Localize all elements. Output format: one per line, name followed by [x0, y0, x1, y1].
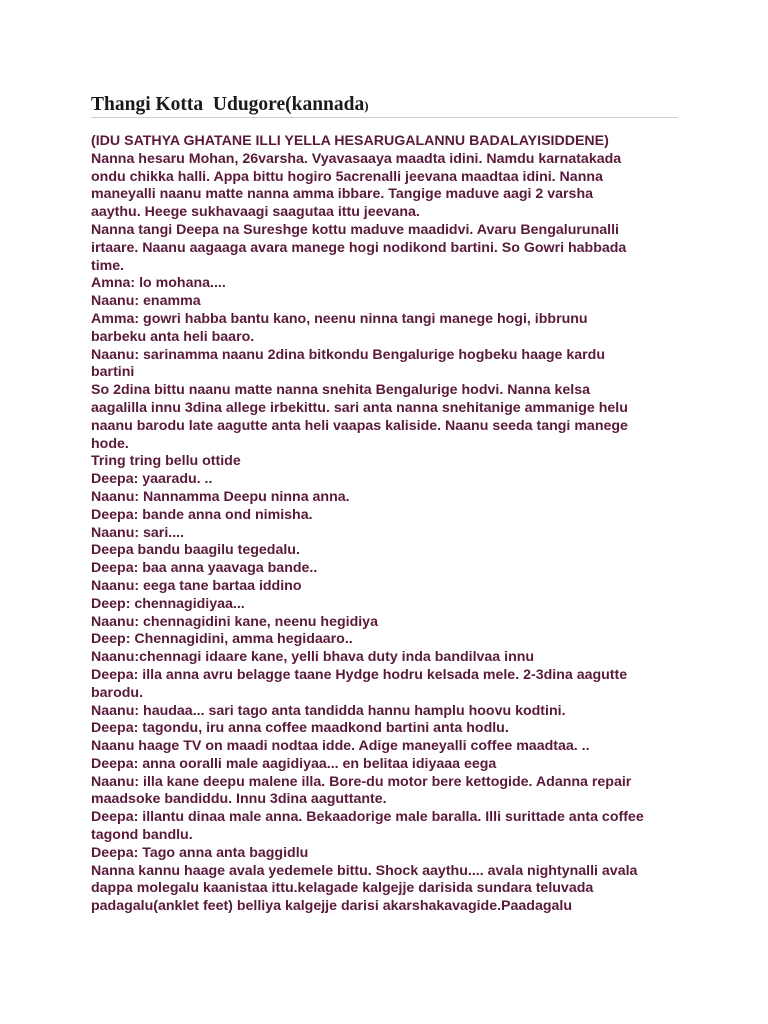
text-line: aaythu. Heege sukhavaagi saagutaa ittu jeevana.: [91, 204, 420, 221]
text-line: maadsoke bandiddu. Innu 3dina aaguttante.: [91, 791, 387, 808]
text-line: Nanna kannu haage avala yedemele bittu. Shock aaythu.... avala nightynalli avala: [91, 862, 638, 879]
text-line: So 2dina bittu naanu matte nanna snehita Bengalurige hodvi. Nanna kelsa: [91, 382, 591, 399]
text-line: ondu chikka halli. Appa bittu hogiro 5acrenalli jeevana maadtaa idini. Nanna: [91, 168, 603, 185]
text-line: Deepa: illa anna avru belagge taane Hydge hodru kelsada mele. 2-3dina aagutte: [91, 666, 628, 683]
text-line: Nanna hesaru Mohan, 26varsha. Vyavasaaya maadta idini. Namdu karnatakada: [91, 150, 622, 167]
text-line: Deep: chennagidiyaa...: [91, 595, 245, 612]
text-line: Deepa: Tago anna anta baggidlu: [91, 844, 309, 861]
text-line: irtaare. Naanu aagaaga avara manege hogi nodikond bartini. So Gowri habbada: [91, 239, 627, 256]
text-line: Deepa bandu baagilu tegedalu.: [91, 542, 300, 559]
text-line: barodu.: [91, 684, 144, 701]
text-line: Naanu: sari....: [91, 524, 185, 541]
text-line: hode.: [91, 435, 129, 452]
text-line: Nanna tangi Deepa na Sureshge kottu maduve maadidvi. Avaru Bengalurunalli: [91, 221, 619, 238]
text-line: Amma: gowri habba bantu kano, neenu ninna tangi manege hogi, ibbrunu: [91, 310, 588, 327]
story-body: [91, 133, 691, 916]
text-line: Naanu: illa kane deepu malene illa. Bore-du motor bere kettogide. Adanna repair: [91, 773, 632, 790]
title-divider: [91, 117, 678, 118]
document-title-paren: ): [364, 98, 369, 113]
text-line: Deepa: illantu dinaa male anna. Bekaadorige male baralla. Illi surittade anta coffee: [91, 809, 644, 826]
text-line: barbeku anta heli baaro.: [91, 328, 255, 345]
text-line: Deepa: tagondu, iru anna coffee maadkond bartini anta hodlu.: [91, 720, 509, 737]
document-title-text: Thangi Kotta Udugore(kannada: [91, 94, 365, 115]
text-line: tagond bandlu.: [91, 827, 193, 844]
text-line: Naanu: Nannamma Deepu ninna anna.: [91, 488, 350, 505]
text-line: time.: [91, 257, 125, 274]
text-line: Naanu: sarinamma naanu 2dina bitkondu Bengalurige hogbeku haage kardu: [91, 346, 605, 363]
text-line: Deepa: yaaradu. ..: [91, 471, 213, 488]
text-line: Deepa: anna ooralli male aagidiyaa... en belitaa idiyaaa eega: [91, 755, 497, 772]
text-line: Naanu: chennagidini kane, neenu hegidiya: [91, 613, 378, 630]
text-line: padagalu(anklet feet) belliya kalgejje darisi akarshakavagide.Paadagalu: [91, 898, 573, 915]
text-line: Naanu:chennagi idaare kane, yelli bhava duty inda bandilvaa innu: [91, 649, 535, 666]
text-line: Naanu: haudaa... sari tago anta tandidda hannu hamplu hoovu kodtini.: [91, 702, 566, 719]
text-line: naanu barodu late aagutte anta heli vaapas kaliside. Naanu seeda tangi manege: [91, 417, 628, 434]
document-title: [91, 92, 369, 119]
text-line: Deepa: baa anna yaavaga bande..: [91, 560, 318, 577]
text-line: maneyalli naanu matte nanna amma ibbare. Tangige maduve aagi 2 varsha: [91, 186, 593, 203]
text-line: Tring tring bellu ottide: [91, 453, 241, 470]
text-line: aagalilla innu 3dina allege irbekittu. sari anta nanna snehitanige ammanige helu: [91, 399, 628, 416]
text-line: Naanu haage TV on maadi nodtaa idde. Adige maneyalli coffee maadtaa. ..: [91, 738, 590, 755]
text-line: (IDU SATHYA GHATANE ILLI YELLA HESARUGALANNU BADALAYISIDDENE): [91, 133, 609, 149]
text-line: bartini: [91, 364, 135, 381]
text-line: Deepa: bande anna ond nimisha.: [91, 506, 313, 523]
text-line: Amna: lo mohana....: [91, 275, 226, 292]
text-line: dappa molegalu kaanistaa ittu.kelagade kalgejje darisida sundara teluvada: [91, 880, 594, 897]
text-line: Naanu: eega tane bartaa iddino: [91, 577, 302, 594]
text-line: Deep: Chennagidini, amma hegidaaro..: [91, 631, 353, 648]
text-line: Naanu: enamma: [91, 293, 201, 310]
